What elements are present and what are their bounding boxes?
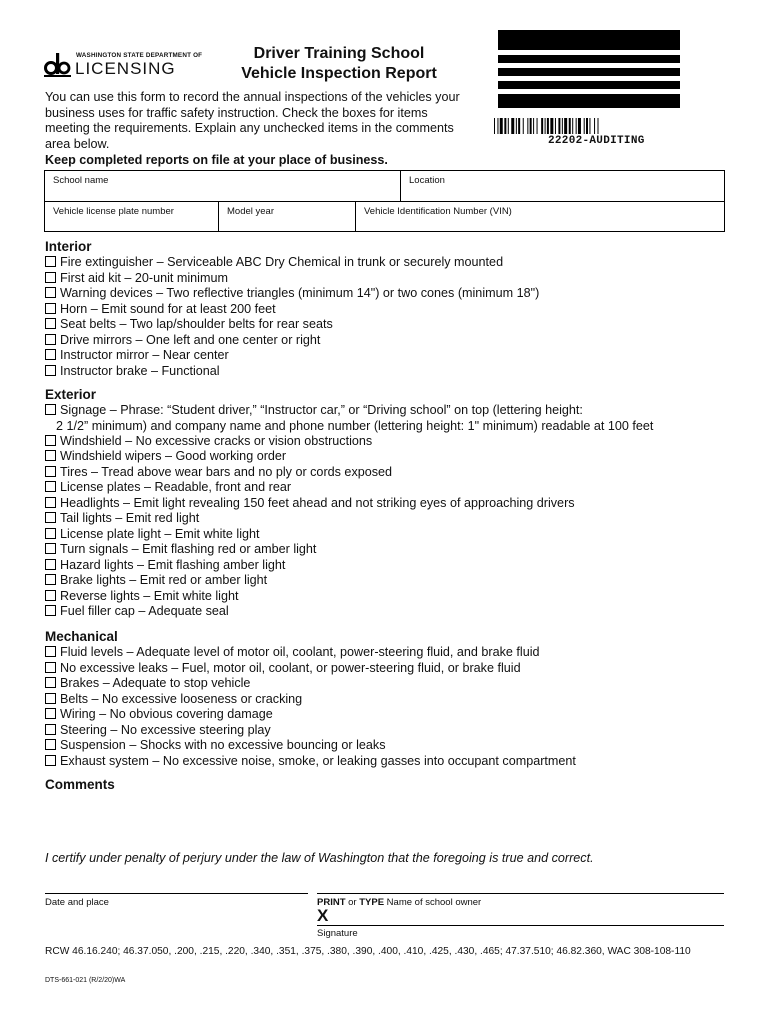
signature-label: Signature xyxy=(317,928,358,939)
barcode-stripe xyxy=(500,118,503,134)
barcode-stripe xyxy=(584,118,585,134)
school-name-label: School name xyxy=(53,175,109,186)
mechanical-heading: Mechanical xyxy=(45,629,118,644)
checklist-item: Belts – No excessive looseness or cracking xyxy=(45,692,302,708)
checkbox[interactable] xyxy=(45,543,56,554)
checkbox[interactable] xyxy=(45,677,56,688)
checklist-item: Headlights – Emit light revealing 150 feet ahead and not striking eyes of approaching drivers xyxy=(45,496,575,512)
checklist-item: Suspension – Shocks with no excessive bouncing or leaks xyxy=(45,738,386,754)
barcode-stripe xyxy=(494,118,495,134)
barcode-bar xyxy=(498,94,680,108)
barcode-stripe xyxy=(569,118,571,134)
barcode-stripe xyxy=(533,118,534,134)
barcode-stripe xyxy=(576,118,577,134)
barcode-bar xyxy=(498,68,680,76)
barcode-stripe xyxy=(558,118,560,134)
checkbox[interactable] xyxy=(45,466,56,477)
barcode-stripe xyxy=(555,118,556,134)
barcode-stripe xyxy=(598,118,599,134)
checkbox[interactable] xyxy=(45,724,56,735)
checklist-item: Instructor brake – Functional xyxy=(45,364,220,380)
date-place-label: Date and place xyxy=(45,897,109,908)
barcode-stripe xyxy=(504,118,506,134)
checklist-item: Drive mirrors – One left and one center or right xyxy=(45,333,320,349)
title-line-2: Vehicle Inspection Report xyxy=(241,65,437,82)
checkbox[interactable] xyxy=(45,739,56,750)
checklist-item: Exhaust system – No excessive noise, smoke, or leaking gasses into occupant compartment xyxy=(45,754,576,770)
barcode-block xyxy=(498,30,680,108)
barcode-stripe xyxy=(562,118,563,134)
barcode-stripe xyxy=(545,118,546,134)
checkbox[interactable] xyxy=(45,481,56,492)
checklist-item: Warning devices – Two reflective triangles (minimum 14") or two cones (minimum 18") xyxy=(45,286,539,302)
fields-row xyxy=(45,171,724,202)
intro-text: You can use this form to record the annual inspections of the vehicles your business uses for traffic safety instruction. Check the boxes for items meeting the requirements. Explain any unchecked items in the comments area below. xyxy=(45,90,460,151)
checkbox[interactable] xyxy=(45,365,56,376)
barcode-stripe xyxy=(594,118,595,134)
barcode-stripe xyxy=(564,118,567,134)
plate-label: Vehicle license plate number xyxy=(53,206,174,217)
fields-row xyxy=(45,202,724,231)
checkbox[interactable] xyxy=(45,303,56,314)
certification-statement: I certify under penalty of perjury under the law of Washington that the foregoing is true and correct. xyxy=(45,851,594,865)
owner-name-line[interactable] xyxy=(317,893,724,894)
model-year-label: Model year xyxy=(227,206,274,217)
checklist-item: No excessive leaks – Fuel, motor oil, coolant, or power-steering fluid, or brake fluid xyxy=(45,661,521,677)
barcode-stripe xyxy=(523,118,524,134)
plate-field[interactable] xyxy=(45,202,218,231)
owner-name-label: PRINT or TYPE Name of school owner xyxy=(317,897,482,908)
checkbox[interactable] xyxy=(45,256,56,267)
checklist-item: Tail lights – Emit red light xyxy=(45,511,199,527)
checklist-item: Fire extinguisher – Serviceable ABC Dry Chemical in trunk or securely mounted xyxy=(45,255,503,271)
checklist-item: Seat belts – Two lap/shoulder belts for rear seats xyxy=(45,317,333,333)
barcode-stripe xyxy=(578,118,581,134)
checkbox[interactable] xyxy=(45,662,56,673)
checkbox[interactable] xyxy=(45,272,56,283)
checklist-item: Brakes – Adequate to stop vehicle xyxy=(45,676,250,692)
checklist-item: License plate light – Emit white light xyxy=(45,527,260,543)
form-title xyxy=(214,44,464,84)
checklist-item: Turn signals – Emit flashing red or amber light xyxy=(45,542,316,558)
barcode-stripe xyxy=(586,118,588,134)
barcode-stripe xyxy=(527,118,528,134)
checkbox[interactable] xyxy=(45,404,56,415)
checkbox[interactable] xyxy=(45,512,56,523)
checklist-item: Steering – No excessive steering play xyxy=(45,723,271,739)
checklist-item: Reverse lights – Emit white light xyxy=(45,589,238,605)
comments-area[interactable] xyxy=(45,795,725,845)
checkbox[interactable] xyxy=(45,435,56,446)
checkbox[interactable] xyxy=(45,334,56,345)
barcode-stripe xyxy=(497,118,498,134)
signature-x-mark: X xyxy=(317,906,329,925)
barcode-stripe xyxy=(508,118,509,134)
school-name-field[interactable] xyxy=(45,171,400,201)
checkbox[interactable] xyxy=(45,318,56,329)
interior-heading: Interior xyxy=(45,239,92,254)
checklist-item: Fuel filler cap – Adequate seal xyxy=(45,604,229,620)
checkbox[interactable] xyxy=(45,349,56,360)
checklist-item-signage: Signage – Phrase: “Student driver,” “Instructor car,” or “Driving school” on top (lettering height: 2 1/2” minimum) and company name and phone number (lettering height: 1" minimum) readable at 100 feet xyxy=(45,403,653,434)
location-field[interactable] xyxy=(400,171,724,201)
barcode-stripe xyxy=(537,118,538,134)
barcode-stripe xyxy=(516,118,517,134)
checklist-item: Brake lights – Emit red or amber light xyxy=(45,573,267,589)
keep-note: Keep completed reports on file at your place of business. xyxy=(45,153,388,167)
checkbox[interactable] xyxy=(45,708,56,719)
checklist-item: Windshield wipers – Good working order xyxy=(45,449,286,465)
checklist-item: Hazard lights – Emit flashing amber light xyxy=(45,558,285,574)
checklist-item: First aid kit – 20-unit minimum xyxy=(45,271,228,287)
barcode-stripe xyxy=(511,118,514,134)
agency-line: WASHINGTON STATE DEPARTMENT OF xyxy=(76,52,203,59)
checkbox[interactable] xyxy=(45,646,56,657)
form-number: DTS-661-021 (R/2/20)WA xyxy=(45,977,126,984)
barcode-stripe xyxy=(550,118,553,134)
barcode-bar xyxy=(498,55,680,63)
checkbox[interactable] xyxy=(45,590,56,601)
dol-logo xyxy=(44,48,203,80)
vehicle-info-table xyxy=(44,170,725,232)
date-place-line[interactable] xyxy=(45,893,308,894)
rcw-references: RCW 46.16.240; 46.37.050, .200, .215, .220, .340, .351, .375, .380, .390, .400, .410, .425, .430, .465; 47.37.510; 46.82.360, WAC 308-108-110 xyxy=(45,946,691,957)
checkbox[interactable] xyxy=(45,693,56,704)
title-line-1: Driver Training School xyxy=(253,45,425,62)
checklist-item: Horn – Emit sound for at least 200 feet xyxy=(45,302,276,318)
barcode-stripe xyxy=(589,118,590,134)
comments-heading: Comments xyxy=(45,777,115,792)
agency-name: LICENSING xyxy=(75,59,176,78)
barcode-stripe xyxy=(541,118,543,134)
linear-barcode xyxy=(494,118,676,134)
barcode-stripe xyxy=(518,118,520,134)
location-label: Location xyxy=(409,175,445,186)
barcode-stripe xyxy=(547,118,549,134)
checkbox[interactable] xyxy=(45,450,56,461)
checklist-item: Windshield – No excessive cracks or vision obstructions xyxy=(45,434,372,450)
barcode-text: 22202-AUDITING xyxy=(548,135,645,147)
signature-line[interactable] xyxy=(317,925,724,926)
exterior-heading: Exterior xyxy=(45,387,97,402)
checkbox[interactable] xyxy=(45,287,56,298)
checklist-item: Tires – Tread above wear bars and no ply or cords exposed xyxy=(45,465,392,481)
model-year-field[interactable] xyxy=(218,202,355,231)
checkbox[interactable] xyxy=(45,755,56,766)
vin-label: Vehicle Identification Number (VIN) xyxy=(364,206,512,217)
checklist-item: License plates – Readable, front and rear xyxy=(45,480,291,496)
barcode-bar xyxy=(498,81,680,89)
checkbox[interactable] xyxy=(45,528,56,539)
checkbox[interactable] xyxy=(45,559,56,570)
checklist-item: Fluid levels – Adequate level of motor oil, coolant, power-steering fluid, and brake fluid xyxy=(45,645,540,661)
checkbox[interactable] xyxy=(45,574,56,585)
checklist-item: Wiring – No obvious covering damage xyxy=(45,707,273,723)
dol-logo-icon xyxy=(44,50,72,78)
checkbox[interactable] xyxy=(45,497,56,508)
barcode-stripe xyxy=(530,118,532,134)
checklist-item: Instructor mirror – Near center xyxy=(45,348,229,364)
barcode-stripe xyxy=(572,118,573,134)
checkbox[interactable] xyxy=(45,605,56,616)
barcode-bar xyxy=(498,30,680,50)
vin-field[interactable] xyxy=(355,202,724,231)
